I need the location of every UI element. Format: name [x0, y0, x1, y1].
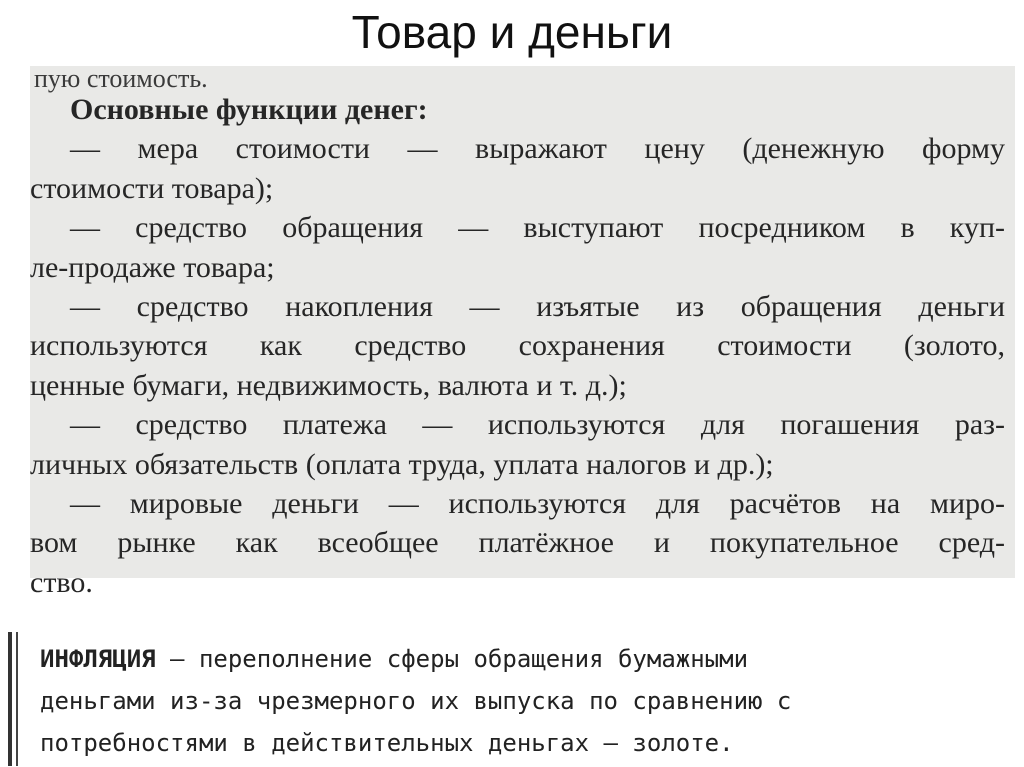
text-line: — средство накопления — изъятые из обращения деньги	[70, 289, 1005, 323]
text-line: стоимости товара);	[30, 171, 274, 205]
money-functions-text	[30, 90, 1005, 602]
inflation-definition-start: — переполнение сферы обращения бумажными	[155, 645, 749, 673]
money-functions-heading: Основные функции денег:	[70, 93, 428, 126]
text-line: ство.	[30, 565, 93, 599]
text-line: ценные бумаги, недвижимость, валюта и т. д.);	[30, 368, 627, 402]
text-line: деньгами из-за чрезмерного их выпуска по сравнению с	[40, 687, 792, 715]
text-line: вом рынке как всеобщее платёжное и покупательное сред-	[30, 526, 1005, 560]
text-line: личных обязательств (оплата труда, уплата налогов и др.);	[30, 447, 774, 481]
inflation-definition-scan	[8, 630, 1020, 767]
vertical-rule	[8, 632, 12, 766]
slide-title: Товар и деньги	[351, 6, 673, 58]
text-line: ле-продаже товара;	[30, 250, 275, 284]
inflation-definition-text	[40, 638, 1008, 764]
text-line: — мера стоимости — выражают цену (денежную форму	[70, 132, 1005, 166]
vertical-rule	[16, 632, 18, 766]
text-line: — средство обращения — выступают посредником в куп-	[70, 211, 1005, 245]
inflation-term: ИНФЛЯЦИЯ	[40, 645, 156, 673]
text-line	[40, 638, 1008, 680]
money-functions-scan	[30, 64, 1015, 599]
cut-off-top-line: пую стоимость.	[34, 64, 208, 93]
text-line: — средство платежа — используются для погашения раз-	[70, 408, 1005, 442]
text-line: потребностями в действительных деньгах — золоте.	[40, 729, 734, 757]
text-line: — мировые деньги — используются для расчётов на миро-	[70, 486, 1005, 520]
text-line: используются как средство сохранения стоимости (золото,	[30, 329, 1005, 363]
